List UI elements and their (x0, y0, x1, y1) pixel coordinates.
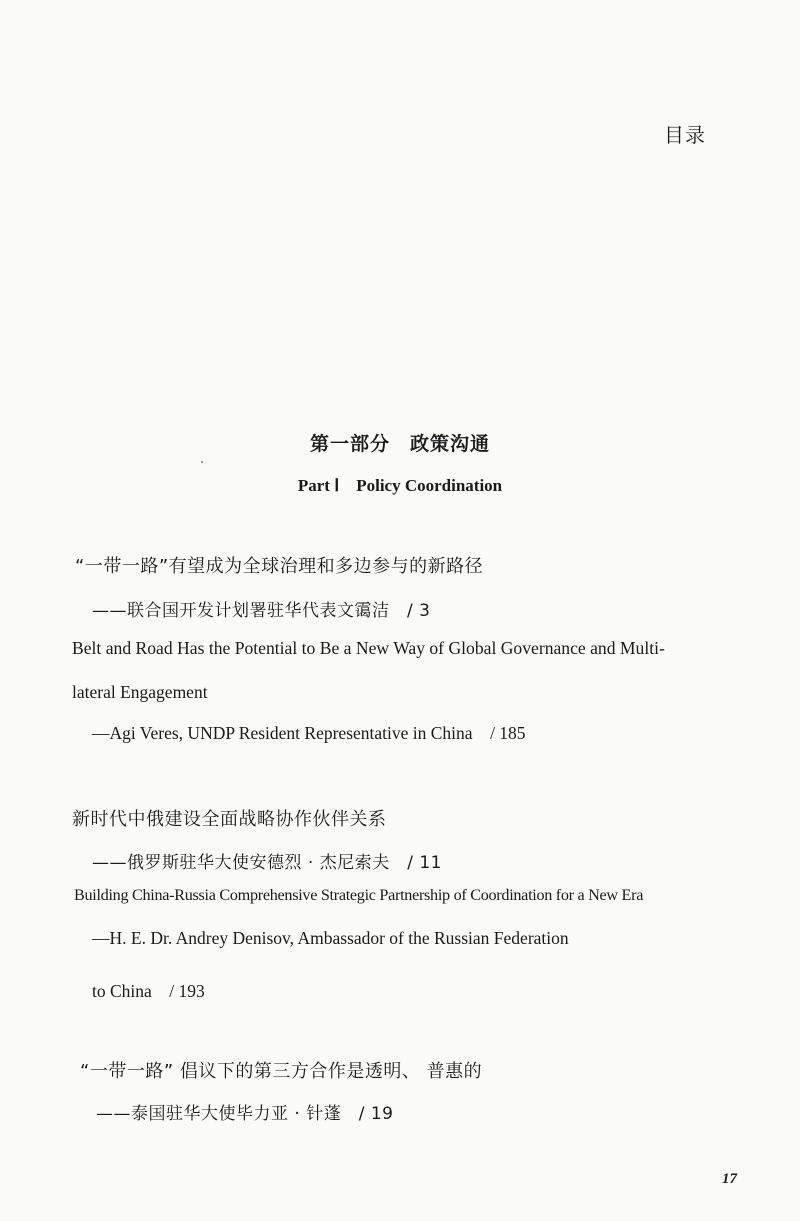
entry-2-author-english-line-1: —H. E. Dr. Andrey Denisov, Ambassador of the Russian Federation (92, 928, 569, 948)
entry-1-title-english-line-1: Belt and Road Has the Potential to Be a New Way of Global Governance and Multi- (72, 638, 665, 658)
part-title-chinese: 第一部分 政策沟通 (309, 433, 490, 455)
entry-2-title-chinese: 新时代中俄建设全面战略协作伙伴关系 (72, 809, 387, 830)
entry-1-author-english: —Agi Veres, UNDP Resident Representative in China / 185 (92, 723, 526, 743)
entry-3-title-chinese: “一带一路” 倡议下的第三方合作是透明、 普惠的 (80, 1061, 483, 1082)
toc-heading: 目录 (664, 123, 706, 147)
entry-2-author-english-line-2: to China / 193 (92, 981, 205, 1001)
entry-1-title-english-line-2: lateral Engagement (72, 682, 208, 702)
entry-2-title-english: Building China-Russia Comprehensive Strategic Partnership of Coordination for a New Era (74, 886, 644, 904)
entry-1-title-chinese: “一带一路”有望成为全球治理和多边参与的新路径 (75, 556, 484, 577)
entry-2-author-chinese: ——俄罗斯驻华大使安德烈 · 杰尼索夫 / 11 (92, 853, 442, 873)
part-title-english: Part Ⅰ Policy Coordination (297, 476, 503, 495)
print-speck (201, 461, 203, 463)
page-number: 17 (722, 1171, 737, 1187)
entry-1-author-chinese: ——联合国开发计划署驻华代表文霭洁 / 3 (92, 601, 431, 621)
entry-3-author-chinese: ——泰国驻华大使毕力亚 · 针蓬 / 19 (96, 1104, 394, 1124)
